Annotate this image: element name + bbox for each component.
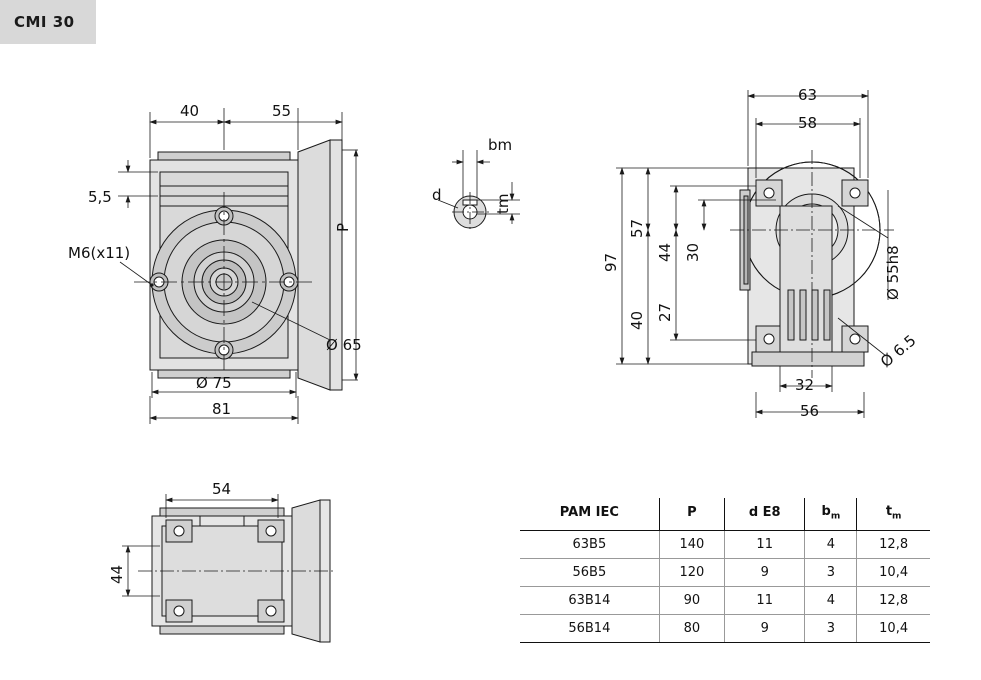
dim-side-56: 56 [800, 402, 820, 420]
table-header-bm: $b_m$ [805, 498, 857, 530]
dim-dia-6-5: Ø 6.5 [877, 331, 920, 372]
cell-pam-iec: 56B14 [520, 614, 659, 642]
dim-dia-75: Ø 75 [196, 374, 232, 392]
table-row [520, 586, 930, 614]
side-view-geometry [730, 150, 894, 378]
dim-front-5-5: 5,5 [88, 188, 112, 206]
key-detail-geometry [452, 192, 490, 232]
cell-bm: 3 [805, 558, 857, 586]
cell-p: 80 [659, 614, 724, 642]
dim-side-57: 57 [628, 218, 646, 238]
dim-side-97: 97 [602, 252, 620, 272]
dim-side-32: 32 [795, 376, 815, 394]
cell-bm: 4 [805, 586, 857, 614]
dim-side-63: 63 [798, 86, 818, 104]
cell-pam-iec: 56B5 [520, 558, 659, 586]
table-row [520, 614, 930, 642]
table-header-row [520, 498, 930, 530]
drawing-title-label: CMI 30 [14, 13, 75, 31]
table-header-p: P [659, 498, 724, 530]
label-bm: bm [488, 136, 513, 154]
top-view-geometry [138, 500, 336, 642]
dim-side-58: 58 [798, 114, 818, 132]
dim-side-30: 30 [684, 242, 702, 262]
cell-p: 140 [659, 530, 724, 558]
cell-tm: 12,8 [857, 530, 930, 558]
dim-front-P: P [334, 222, 352, 232]
dim-side-40: 40 [628, 310, 646, 330]
cell-bm: 3 [805, 614, 857, 642]
cell-d: 11 [724, 530, 804, 558]
dim-front-40: 40 [180, 102, 200, 120]
cell-pam-iec: 63B5 [520, 530, 659, 558]
cell-tm: 10,4 [857, 558, 930, 586]
cell-p: 90 [659, 586, 724, 614]
dim-front-55: 55 [272, 102, 292, 120]
cell-tm: 12,8 [857, 586, 930, 614]
dim-front-81: 81 [212, 400, 232, 418]
dim-top-44: 44 [108, 564, 126, 584]
pam-iec-table [520, 498, 930, 643]
table-row [520, 558, 930, 586]
dim-top-54: 54 [212, 480, 232, 498]
cell-bm: 4 [805, 530, 857, 558]
label-tm: tm [494, 193, 512, 214]
dim-side-44: 44 [656, 242, 674, 262]
front-view-geometry [134, 140, 342, 390]
cell-p: 120 [659, 558, 724, 586]
cell-tm: 10,4 [857, 614, 930, 642]
dim-dia-55h8: Ø 55h8 [884, 245, 902, 300]
cell-d: 9 [724, 614, 804, 642]
dim-dia-65: Ø 65 [326, 336, 362, 354]
dim-side-27: 27 [656, 302, 674, 322]
cell-d: 9 [724, 558, 804, 586]
table-header-tm: $t_m$ [857, 498, 930, 530]
cell-pam-iec: 63B14 [520, 586, 659, 614]
table-header-pam-iec: PAM IEC [520, 498, 659, 530]
table-header-d-e8: d E8 [724, 498, 804, 530]
label-m6: M6(x11) [68, 244, 131, 262]
cell-d: 11 [724, 586, 804, 614]
table-row [520, 530, 930, 558]
label-d: d [432, 186, 442, 204]
